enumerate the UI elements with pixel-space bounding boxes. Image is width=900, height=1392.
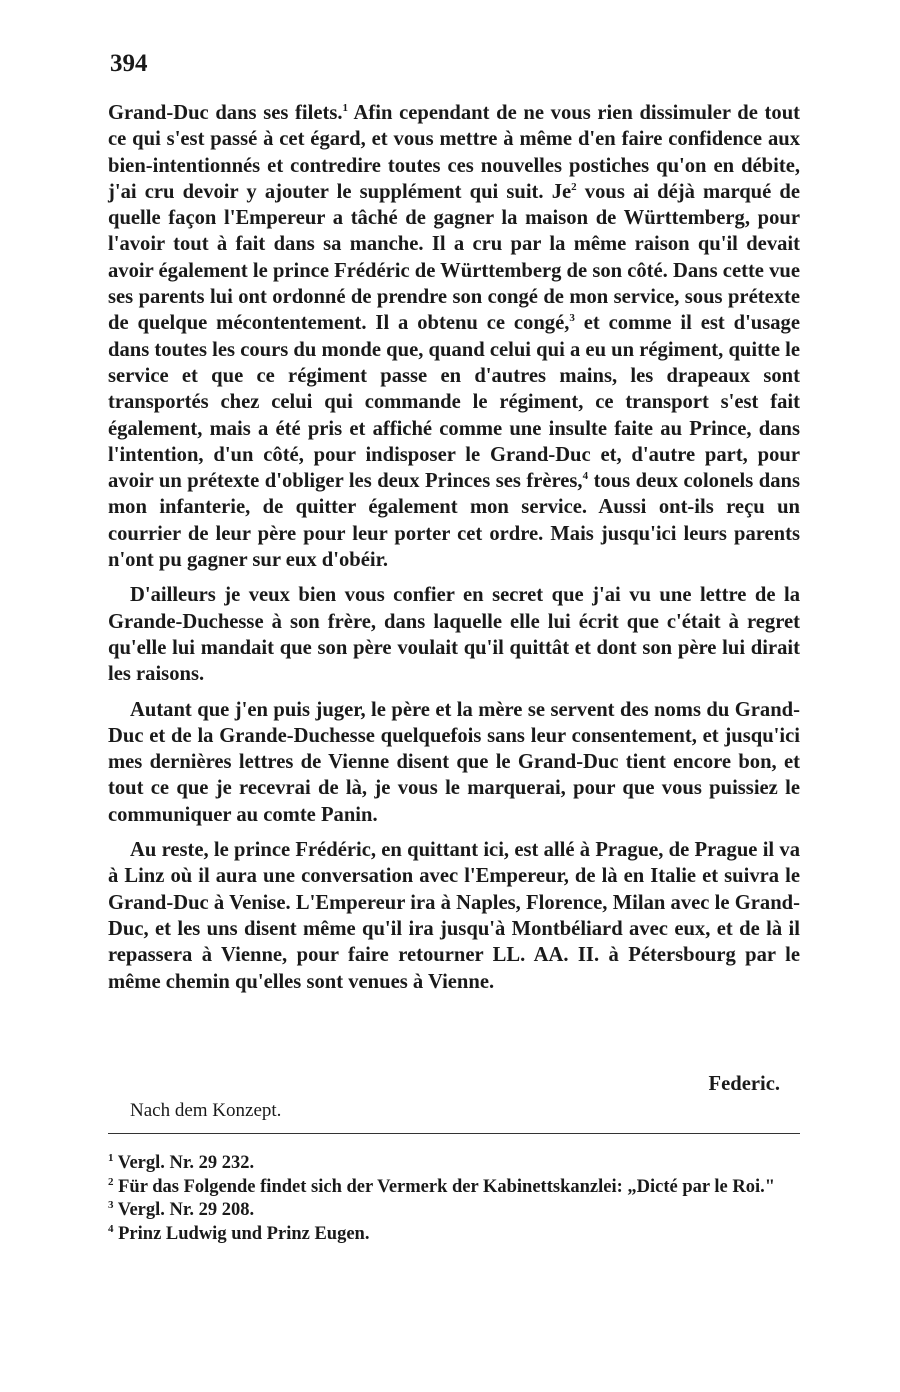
text-run: Afin cependant de ne vous rien dissimuler de tout ce qui s'est passé à cet égard, et vous mettre à même d'en faire confidence aux bien-intentionnés et contredire toutes ces nouvelles postiches qu'on en débite, j'ai cru devoir y ajouter le supplément qui suit. Je <box>108 102 801 203</box>
footnote-ref: 4 <box>582 470 589 483</box>
footnote <box>108 1176 800 1200</box>
footnote-mark: 2 <box>108 1175 114 1188</box>
text-run: Autant que j'en puis juger, le père et la mère se servent des noms du Grand-Duc et de la Grande-Duchesse quelquefois sans leur consentement, et jusqu'ici mes dernières lettres de Vienne disent que le Grand-Duc tient encore bon, et tout ce que je recevrai de là, je vous le marquerai, pour que vous puissiez le communiquer au comte Panin. <box>108 698 800 826</box>
text-run: vous ai déjà marqué de quelle façon l'Empereur a tâché de gagner la maison de Württemberg, pour l'avoir tout à fait dans sa manche. Il a cru par la même raison qu'il devait avoir également le prince Frédéric de Württemberg de son côté. Dans cette vue ses parents lui ont ordonné de prendre son congé de mon service, sous prétexte de quelque mécontentement. Il a obtenu ce congé, <box>108 180 800 335</box>
footnote-mark: 3 <box>108 1198 114 1211</box>
paragraph <box>108 582 800 687</box>
paragraph <box>108 837 800 995</box>
footnote-ref: 1 <box>342 102 349 115</box>
footnote-divider <box>108 1133 800 1134</box>
body-text <box>108 100 800 1004</box>
footnote-text: Für das Folgende findet sich der Vermerk der Kabinettskanzlei: „Dicté par le Roi." <box>118 1176 776 1197</box>
page-number: 394 <box>110 50 148 77</box>
footnotes <box>108 1152 800 1246</box>
text-run: Au reste, le prince Frédéric, en quittant ici, est allé à Prague, de Prague il va à Linz où il aura une conversation avec l'Empereur, de là en Italie et suivra le Grand-Duc à Venise. L'Empereur ira à Naples, Florence, Milan avec le Grand-Duc, et les uns disent même qu'il ira jusqu'à Montbéliard avec eux, et de là il repassera à Vienne, pour faire retourner LL. AA. II. à Pétersbourg par le même chemin qu'elles sont venues à Vienne. <box>108 839 800 993</box>
text-run: D'ailleurs je veux bien vous confier en secret que j'ai vu une lettre de la Grande-Duchesse à son frère, dans laquelle elle lui écrit que c'était à regret qu'elle lui mandait que son père voulait qu'il quittât et dont son père lui dirait les raisons. <box>108 584 800 686</box>
footnote-mark: 4 <box>108 1222 114 1235</box>
paragraph <box>108 697 800 828</box>
footnote <box>108 1199 800 1223</box>
text-run: Grand-Duc dans ses filets. <box>108 102 343 124</box>
source-note: Nach dem Konzept. <box>130 1100 282 1121</box>
footnote-ref: 2 <box>571 181 577 194</box>
text-run: tous deux colonels dans mon infanterie, de quitter également mon service. Aussi ont-ils reçu un courrier de leur père pour leur porter cet ordre. Mais jusqu'ici leurs parents n'ont pu gagner sur eux d'obéir. <box>108 470 800 572</box>
paragraph <box>108 100 800 573</box>
footnote-text: Prinz Ludwig und Prinz Eugen. <box>118 1223 370 1244</box>
footnote-text: Vergl. Nr. 29 208. <box>117 1200 255 1220</box>
footnote <box>108 1152 800 1176</box>
footnote-text: Vergl. Nr. 29 232. <box>117 1153 255 1173</box>
signature: Federic. <box>708 1073 780 1095</box>
footnote-ref: 3 <box>569 312 575 325</box>
footnote <box>108 1223 800 1247</box>
text-run: et comme il est d'usage dans toutes les cours du monde que, quand celui qui a eu un régiment, quitte le service et que ce régiment passe en d'autres mains, les drapeaux sont transportés chez celui qui commande le régiment, ce transport s'est fait également, mais a été pris et affiché comme une insulte faite au Prince, dans l'intention, d'un côté, pour indisposer le Grand-Duc et, d'autre part, pour avoir un prétexte d'obliger les deux Princes ses frères, <box>108 312 800 493</box>
footnote-mark: 1 <box>108 1151 114 1164</box>
